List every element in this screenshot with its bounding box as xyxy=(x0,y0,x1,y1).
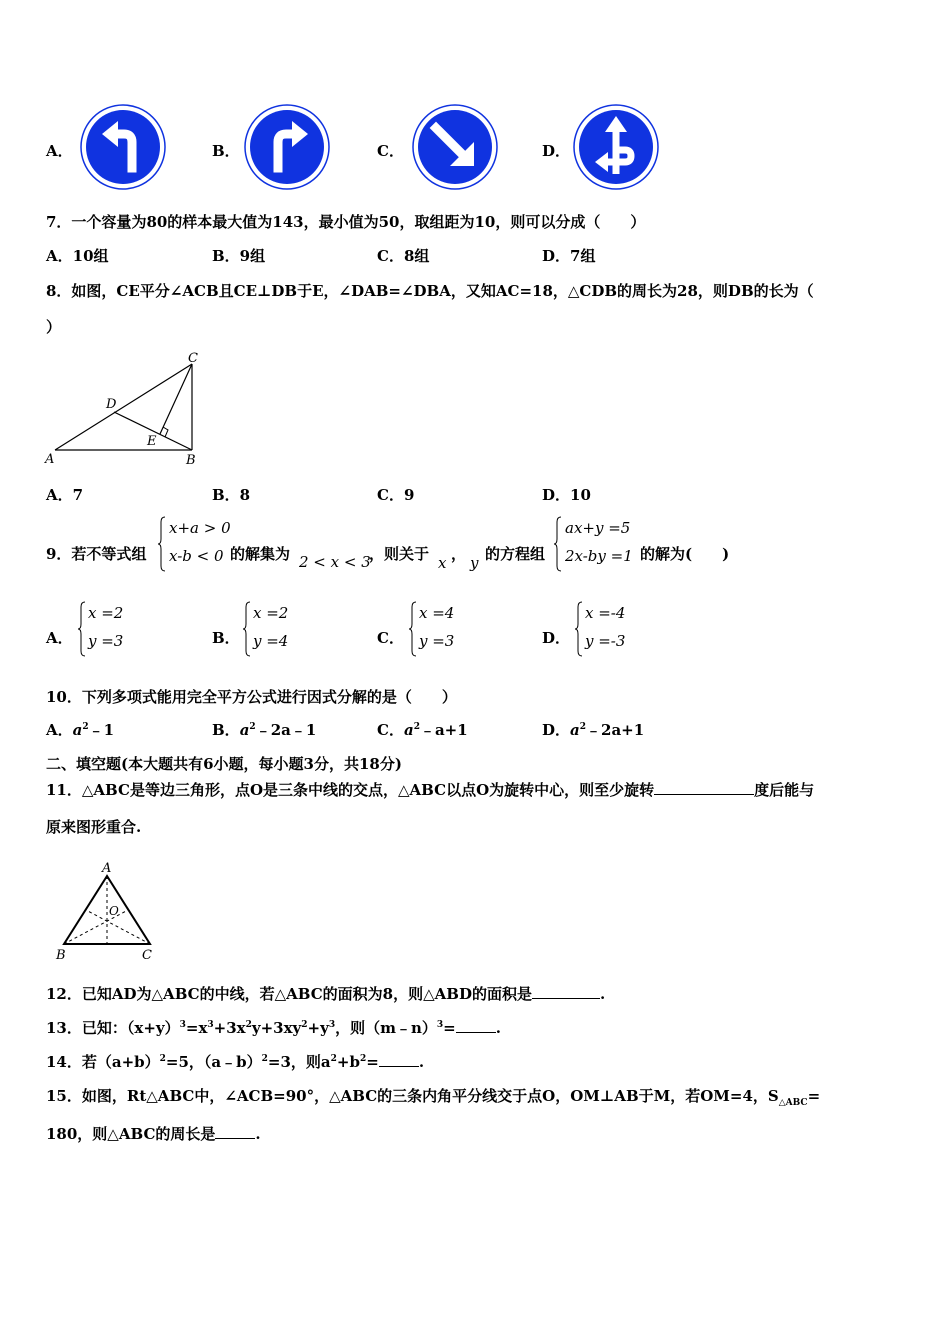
triangle-figure-q8 xyxy=(42,348,212,470)
q8-stem-end: ） xyxy=(46,318,62,336)
q9-eq-brace xyxy=(554,516,562,576)
q7-option-c: C．8组 xyxy=(377,247,430,265)
q8-stem: 8．如图，CE平分∠ACB且CE⊥DB于E，∠DAB=∠DBA，又知AC=18，△CDB的周长为28，则DB的长为（ xyxy=(46,282,814,300)
q9-var-y: y xyxy=(470,554,479,572)
q9-comma: ， xyxy=(451,545,467,563)
q6-option-b-label: B． xyxy=(212,142,240,160)
label-a: A xyxy=(45,452,55,467)
q10-option-c: C．$a^2﹣a+1$ xyxy=(377,721,468,739)
q9-option-b-brace xyxy=(243,601,251,661)
turn-right-sign-icon xyxy=(244,104,330,190)
q12: 12．已知AD为△ABC的中线，若△ABC的面积为8，则△ABD的面积是 . xyxy=(46,985,606,1003)
q9-option-a-brace xyxy=(78,601,86,661)
q8-option-b: B．8 xyxy=(212,486,251,504)
q9-range: 2 < x < 3 xyxy=(299,553,371,571)
label-o: O xyxy=(109,904,119,918)
q15-line1: 15．如图，Rt△ABC中，∠ACB=90°，△ABC的三条内角平分线交于点O，OM⊥AB于M，若OM=4，$S_{\triangle ABC}=$ xyxy=(46,1087,821,1108)
q9-option-d-brace xyxy=(575,601,583,661)
q6-option-c-sign xyxy=(412,104,498,194)
q6-option-c-label: C． xyxy=(377,142,404,160)
label-c: C xyxy=(188,351,198,366)
q13-answer-blank[interactable] xyxy=(456,1018,496,1033)
q9-option-d-line1: x =-4 xyxy=(585,604,626,622)
q9-option-c-line2: y =3 xyxy=(419,632,455,650)
q6-option-d-sign xyxy=(573,104,659,194)
section-2-title: 二、填空题(本大题共有6小题，每小题3分，共18分) xyxy=(46,755,402,773)
q9-option-d-line2: y =-3 xyxy=(585,632,626,650)
q14-answer-blank[interactable] xyxy=(379,1052,419,1067)
q9-inequality-2: x-b < 0 xyxy=(169,547,224,565)
q9-suffix: 的解为( ) xyxy=(640,545,730,563)
q9-option-a-line1: x =2 xyxy=(88,604,124,622)
q8-option-c: C．9 xyxy=(377,486,415,504)
q11-answer-blank[interactable] xyxy=(654,780,754,795)
label-d: D xyxy=(106,397,117,412)
q15-line2: 180，则△ABC的周长是 . xyxy=(46,1125,261,1143)
label-b: B xyxy=(186,453,196,468)
q13: 13．已知：$(x+y)^3=x^3+3x^2y+3xy^2+y^3$，则（m﹣n）$^3$= . xyxy=(46,1019,501,1037)
label-e: E xyxy=(147,434,157,449)
q6-option-a-label: A． xyxy=(46,142,73,160)
q11-line2: 原来图形重合. xyxy=(46,818,142,836)
q11-figure xyxy=(52,856,162,968)
q9-option-c-label: C． xyxy=(377,629,404,647)
q9-var-x: x xyxy=(438,554,447,572)
label-b: B xyxy=(56,948,66,963)
q7-option-b: B．9组 xyxy=(212,247,266,265)
q10-option-a: A．$a^2﹣1$ xyxy=(46,721,115,739)
q9-option-b-label: B． xyxy=(212,629,240,647)
q9-inequality-1: x+a > 0 xyxy=(169,519,231,537)
q9-mid3: 的方程组 xyxy=(485,545,546,563)
q9-ineq-brace xyxy=(158,516,160,570)
q9-option-d-label: D． xyxy=(542,629,571,647)
q9-mid2: ，则关于 xyxy=(369,545,430,563)
q9-option-c-line1: x =4 xyxy=(419,604,455,622)
q6-option-a-sign xyxy=(80,104,166,194)
q9-option-a-label: A． xyxy=(46,629,73,647)
straight-or-left-sign-icon xyxy=(573,104,659,190)
q9-prefix: 9．若不等式组 xyxy=(46,545,147,563)
q11-line1: 11．△ABC是等边三角形，点O是三条中线的交点，△ABC以点O为旋转中心，则至少旋转 度后能与 xyxy=(46,781,815,799)
q15-answer-blank[interactable] xyxy=(215,1124,255,1139)
q8-option-d: D．10 xyxy=(542,486,591,504)
q9-equation-2: 2x-by =1 xyxy=(565,547,633,565)
q10-option-d: D．$a^2﹣2a+1$ xyxy=(542,721,645,739)
q8-figure xyxy=(42,348,212,474)
q9-option-b-line1: x =2 xyxy=(253,604,289,622)
q10-option-b: B．$a^2﹣2a﹣1$ xyxy=(212,721,317,739)
q7-option-d: D．7组 xyxy=(542,247,596,265)
q8-option-a: A．7 xyxy=(46,486,84,504)
q9-option-a-line2: y =3 xyxy=(88,632,124,650)
q9-option-b-line2: y =4 xyxy=(253,632,289,650)
label-a: A xyxy=(102,861,112,876)
q9-mid1: 的解集为 xyxy=(230,545,291,563)
q9-equation-1: ax+y =5 xyxy=(565,519,631,537)
q10-stem: 10．下列多项式能用完全平方公式进行因式分解的是（ ） xyxy=(46,688,457,706)
q14: 14．若$(a+b)^2=5$，（a﹣b）$^2$=3，则$a^2+b^2=$ . xyxy=(46,1053,425,1071)
down-right-arrow-sign-icon xyxy=(412,104,498,190)
equilateral-triangle-figure xyxy=(52,856,162,964)
q6-option-d-label: D． xyxy=(542,142,571,160)
q7-stem: 7．一个容量为80的样本最大值为143，最小值为50，取组距为10，则可以分成（ ） xyxy=(46,213,646,231)
label-c: C xyxy=(142,948,152,963)
q6-option-b-sign xyxy=(244,104,330,194)
turn-left-sign-icon xyxy=(80,104,166,190)
q9-option-c-brace xyxy=(409,601,417,661)
q7-option-a: A．10组 xyxy=(46,247,109,265)
q12-answer-blank[interactable] xyxy=(532,984,600,999)
